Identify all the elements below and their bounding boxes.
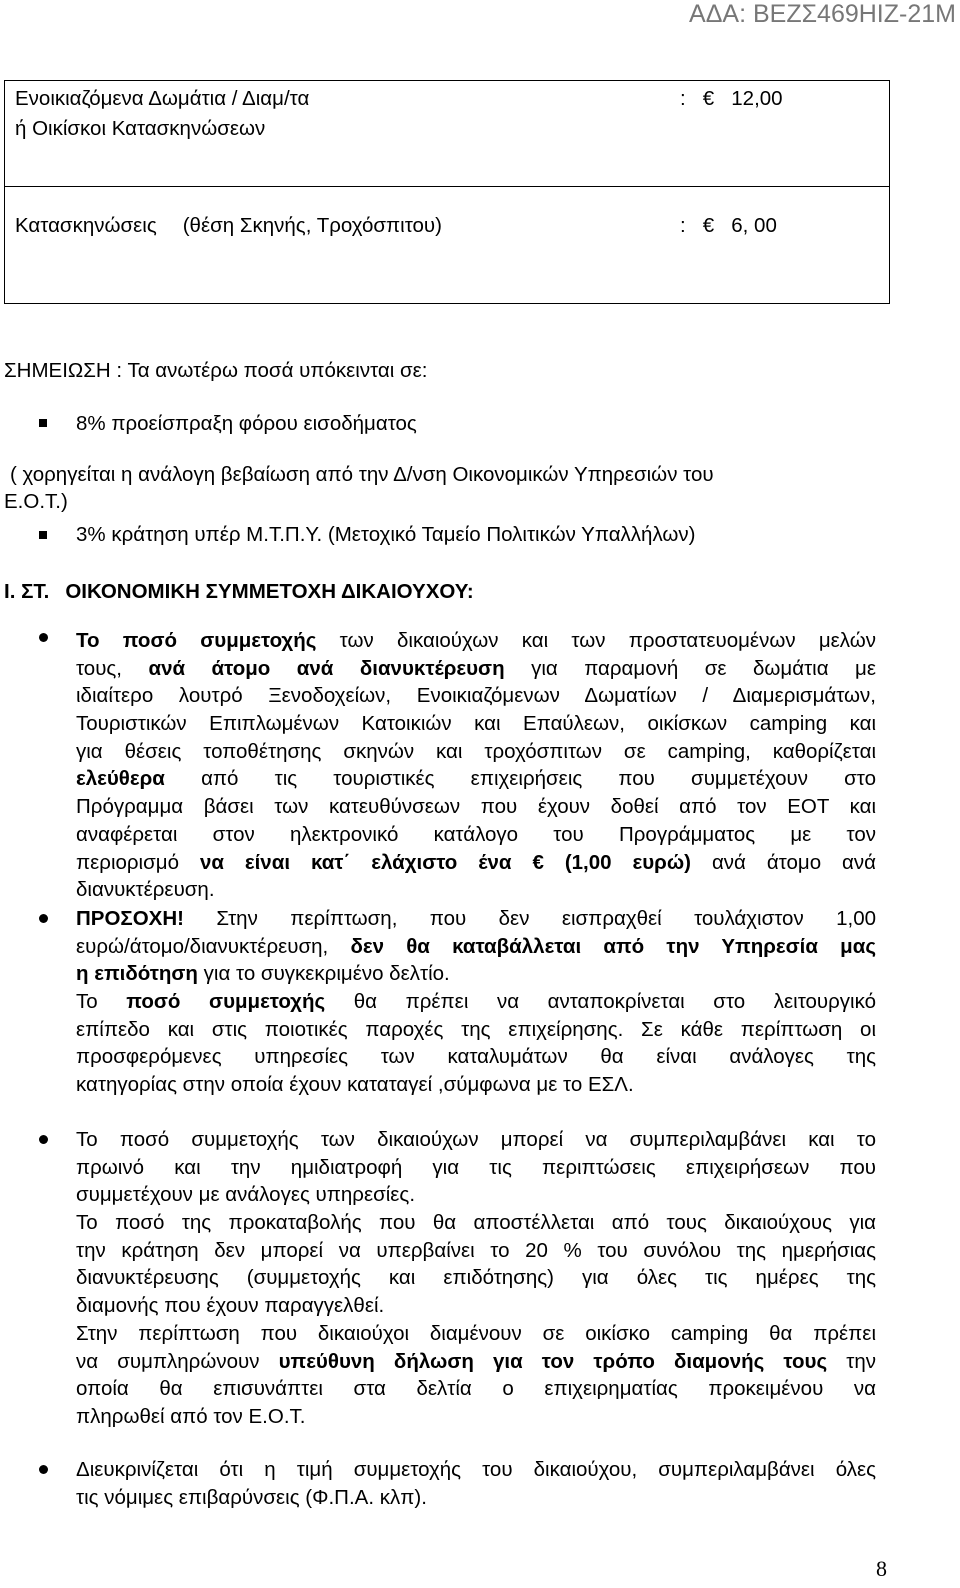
text-bold: δεν θα καταβάλλεται από την Υπηρεσία μας bbox=[350, 934, 876, 958]
square-bullet-icon bbox=[39, 419, 47, 427]
bullet-vat-clarification bbox=[76, 1456, 876, 1511]
text: Το ποσό συμμετοχής των δικαιούχων μπορεί να συμπεριλαμβάνει και το bbox=[76, 1128, 876, 1151]
rate-label-line2: ή Οικίσκοι Κατασκηνώσεων bbox=[15, 117, 266, 140]
square-bullet-icon bbox=[39, 531, 47, 539]
rate-row-camping bbox=[4, 186, 890, 304]
rate-label-paren: (θέση Σκηνής, Τροχόσπιτου) bbox=[182, 214, 442, 237]
note-paren-line2: Ε.Ο.Τ.) bbox=[4, 490, 68, 513]
text: Τουριστικών Επιπλωμένων Κατοικιών και Επαύλεων, οικίσκων camping και bbox=[76, 712, 876, 736]
page-number: 8 bbox=[876, 1556, 887, 1581]
note-paren-line1: ( χορηγείται η ανάλογη βεβαίωση από την Δ/νση Οικονομικών Υπηρεσιών του bbox=[10, 463, 714, 486]
text: πληρωθεί από τον Ε.Ο.Τ. bbox=[76, 1404, 306, 1428]
note-item-tax: 8% προείσπραξη φόρου εισοδήματος bbox=[76, 412, 417, 435]
text: την κράτηση δεν μπορεί να υπερβαίνει το 20 % του συνόλου της ημερήσιας bbox=[76, 1238, 876, 1262]
text: Στην περίπτωση, που δεν εισπραχθεί τουλάχιστον 1,00 bbox=[216, 907, 876, 930]
text-bold: Το ποσό συμμετοχής bbox=[76, 629, 317, 652]
text: να συμπληρώνουν bbox=[76, 1349, 260, 1373]
text-bold: ελεύθερα bbox=[76, 767, 165, 791]
ada-code: ΑΔΑ: ΒΕΖΣ469ΗΙΖ-21Μ bbox=[689, 0, 956, 28]
text-bold: η επιδότηση bbox=[76, 962, 198, 986]
round-bullet-icon bbox=[39, 914, 48, 923]
round-bullet-icon bbox=[39, 1135, 48, 1144]
rate-label-main: Κατασκηνώσεις bbox=[15, 214, 157, 237]
text: Στην περίπτωση που δικαιούχοι διαμένουν σε οικίσκο camping θα πρέπει bbox=[76, 1321, 876, 1345]
text: Το bbox=[76, 990, 98, 1014]
bullet-breakfast-deposit bbox=[76, 1126, 876, 1431]
text: ιδιαίτερο λουτρό Ξενοδοχείων, Ενοικιαζόμενων Δωματίων / Διαμερισμάτων, bbox=[76, 684, 876, 708]
text: επίπεδο και στις ποιοτικές παροχές της επιχείρησης. Σε κάθε περίπτωση οι bbox=[76, 1017, 876, 1041]
rate-value: : € 6, 00 bbox=[680, 214, 777, 237]
note-title: ΣΗΜΕΙΩΣΗ : Τα ανωτέρω ποσά υπόκεινται σε: bbox=[4, 359, 428, 382]
text: τις νόμιμες επιβαρύνσεις (Φ.Π.Α. κλπ). bbox=[76, 1485, 427, 1509]
text: για το συγκεκριμένο δελτίο. bbox=[203, 962, 450, 986]
text-bold: ΠΡΟΣΟΧΗ! bbox=[76, 907, 184, 930]
text: ευρώ/άτομο/διανυκτέρευση, bbox=[76, 934, 329, 958]
text: διανυκτέρευσης (συμμετοχής και επιδότησης) για όλες τις ημέρες της bbox=[76, 1266, 876, 1290]
text-bold: ποσό συμμετοχής bbox=[126, 990, 326, 1014]
rate-label bbox=[15, 84, 309, 144]
text: τους, bbox=[76, 656, 122, 680]
text: πρωινό και την ημιδιατροφή για τις περιπτώσεις επιχειρήσεων που bbox=[76, 1155, 876, 1179]
text-bold: υπεύθυνη δήλωση για τον τρόπο διαμονής τους bbox=[278, 1349, 828, 1373]
text: Πρόγραμμα βάσει των κατευθύνσεων που έχουν δοθεί από τον ΕΟΤ και bbox=[76, 795, 876, 819]
text: οποία θα επισυνάπτει στα δελτία ο επιχειρηματίας προκειμένου να bbox=[76, 1377, 876, 1401]
text: Διευκρινίζεται ότι η τιμή συμμετοχής του δικαιούχου, συμπεριλαμβάνει όλες bbox=[76, 1458, 876, 1481]
text: ανά άτομο ανά bbox=[711, 850, 877, 874]
bullet-participation-amount bbox=[76, 627, 876, 904]
text: διανυκτέρευση. bbox=[76, 878, 215, 902]
text: κατηγορίας στην οποία έχουν καταταγεί ,σύμφωνα με το ΕΣΛ. bbox=[76, 1073, 634, 1097]
text: των δικαιούχων και των προστατευομένων μελών bbox=[339, 629, 876, 652]
round-bullet-icon bbox=[39, 633, 48, 642]
rate-label-line1: Ενοικιαζόμενα Δωμάτια / Διαμ/τα bbox=[15, 87, 310, 110]
section-title bbox=[4, 577, 474, 607]
rate-label bbox=[15, 211, 442, 241]
text-bold: ανά άτομο ανά διανυκτέρευση bbox=[148, 656, 505, 680]
rate-value: : € 12,00 bbox=[680, 87, 783, 110]
section-number: Ι. ΣΤ. bbox=[4, 580, 50, 603]
note-item-deduction: 3% κράτηση υπέρ Μ.Τ.Π.Υ. (Μετοχικό Ταμείο Πολιτικών Υπαλλήλων) bbox=[76, 523, 696, 546]
text-bold: να είναι κατ΄ ελάχιστο ένα € (1,00 ευρώ) bbox=[199, 850, 691, 874]
rate-row-rooms bbox=[4, 80, 890, 187]
text: για θέσεις τοποθέτησης σκηνών και τροχόσπιτων σε camping, καθορίζεται bbox=[76, 739, 876, 763]
text: αναφέρεται στον ηλεκτρονικό κατάλογο του Προγράμματος με τον bbox=[76, 822, 876, 846]
text: Το ποσό της προκαταβολής που θα αποστέλλεται από τους δικαιούχους για bbox=[76, 1211, 876, 1235]
text: διαμονής που έχουν παραγγελθεί. bbox=[76, 1294, 385, 1318]
section-heading: ΟΙΚΟΝΟΜΙΚΗ ΣΥΜΜΕΤΟΧΗ ΔΙΚΑΙΟΥΧΟΥ: bbox=[65, 580, 474, 603]
text: για παραμονή σε δωμάτια με bbox=[531, 656, 876, 680]
text: συμμετέχουν με ανάλογες υπηρεσίες. bbox=[76, 1183, 416, 1207]
text: από τις τουριστικές επιχειρήσεις που συμμετέχουν στο bbox=[201, 767, 876, 791]
text: περιορισμό bbox=[76, 850, 179, 874]
text: θα πρέπει να ανταποκρίνεται στο λειτουργικό bbox=[353, 990, 876, 1014]
text: την bbox=[846, 1349, 876, 1373]
round-bullet-icon bbox=[39, 1465, 48, 1474]
text: προσφερόμενες υπηρεσίες των καταλυμάτων θα είναι ανάλογες της bbox=[76, 1045, 876, 1069]
bullet-attention bbox=[76, 905, 876, 1099]
